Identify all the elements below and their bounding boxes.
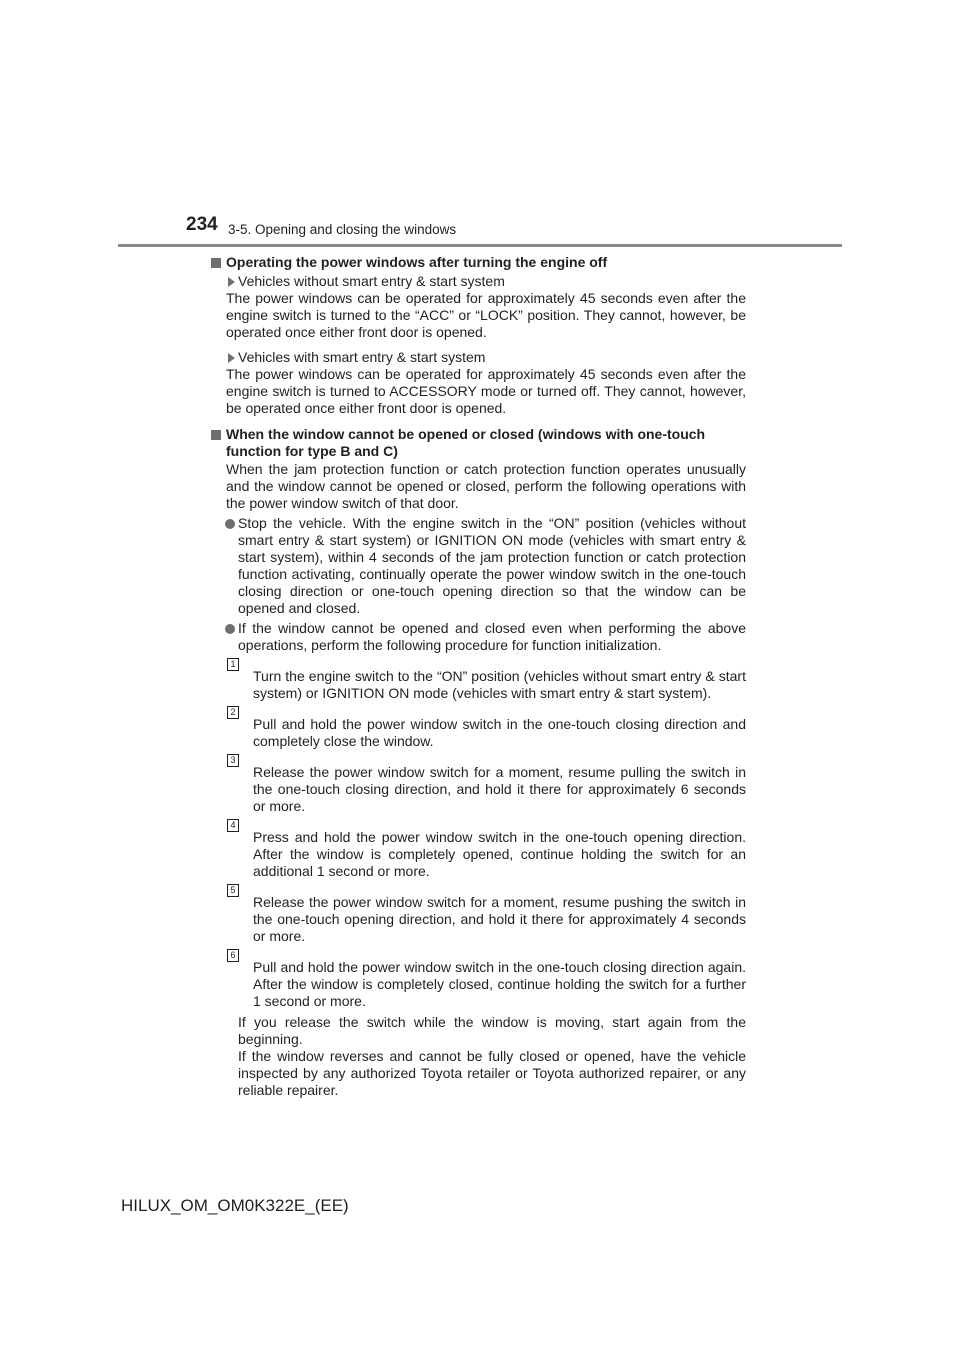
footer-document-code: HILUX_OM_OM0K322E_(EE) xyxy=(121,1196,349,1215)
step-number-badge: 2 xyxy=(227,706,239,719)
note-paragraph: If you release the switch while the window is moving, start again from the beginning. xyxy=(238,1014,746,1047)
bullet-text: Stop the vehicle. With the engine switch in the “ON” position (vehicles without smart entry & start system) or IGNITION ON mode (vehicles with smart entry & start system), within 4 seconds of the jam protection function or catch protection function activating, continually operate the power window switch in the one-touch closing direction or one-touch opening direction so that the window can be opened and closed. xyxy=(238,515,746,616)
triangle-arrow-icon xyxy=(228,353,235,363)
section-title: 3-5. Opening and closing the windows xyxy=(228,222,457,237)
square-bullet-icon xyxy=(211,430,221,440)
bullet-text: If the window cannot be opened and closed even when performing the above operations, perform the following procedure for function initialization. xyxy=(238,620,746,653)
page-number: 234 xyxy=(186,214,218,235)
square-bullet-icon xyxy=(211,258,221,268)
triangle-arrow-icon xyxy=(228,277,235,287)
note-paragraph: If the window reverses and cannot be fully closed or opened, have the vehicle inspected by any authorized Toyota retailer or Toyota authorized repairer, or any reliable repairer. xyxy=(238,1048,746,1098)
heading-text: When the window cannot be opened or closed (windows with one-touch function for type B and C) xyxy=(226,426,706,459)
paragraph-without-smart-entry: The power windows can be operated for approximately 45 seconds even after the engine switch is turned to the “ACC” or “LOCK” position. They cannot, however, be operated once either front door is opened. xyxy=(226,290,746,340)
section-heading-window-cannot-open xyxy=(211,426,746,460)
step-text: Release the power window switch for a moment, resume pushing the switch in the one-touch opening direction, and hold it there for approximately 4 seconds or more. xyxy=(253,894,746,944)
step-number-badge: 4 xyxy=(227,819,239,832)
page-content xyxy=(211,254,746,1099)
intro-paragraph: When the jam protection function or catch protection function operates unusually and the window cannot be opened or closed, perform the following operations with the power window switch of that door. xyxy=(226,461,746,511)
step-text: Pull and hold the power window switch in the one-touch closing direction and completely close the window. xyxy=(253,716,746,749)
step-item xyxy=(211,707,746,750)
step-number-badge: 5 xyxy=(227,884,239,897)
step-text: Press and hold the power window switch in the one-touch opening direction. After the window is completely opened, continue holding the switch for an additional 1 second or more. xyxy=(253,829,746,879)
step-text: Pull and hold the power window switch in the one-touch closing direction again. After the window is completely closed, continue holding the switch for a further 1 second or more. xyxy=(253,959,746,1009)
step-text: Turn the engine switch to the “ON” position (vehicles without smart entry & start system) or IGNITION ON mode (vehicles with smart entry & start system). xyxy=(253,668,746,701)
header-divider xyxy=(118,244,842,247)
step-item xyxy=(211,755,746,815)
section-heading-engine-off xyxy=(211,254,746,271)
step-item xyxy=(211,659,746,702)
list-item xyxy=(211,515,746,617)
heading-text: Operating the power windows after turning the engine off xyxy=(226,254,608,270)
subheading-without-smart-entry xyxy=(211,273,746,290)
subheading-label: Vehicles with smart entry & start system xyxy=(238,349,486,365)
step-item xyxy=(211,820,746,880)
step-number-badge: 6 xyxy=(227,949,239,962)
step-number-badge: 3 xyxy=(227,754,239,767)
circle-bullet-icon xyxy=(225,624,235,634)
step-number-badge: 1 xyxy=(227,658,239,671)
paragraph-with-smart-entry: The power windows can be operated for approximately 45 seconds even after the engine switch is turned to ACCESSORY mode or turned off. They cannot, however, be operated once either front door is opened. xyxy=(226,366,746,416)
step-item xyxy=(211,885,746,945)
list-item xyxy=(211,620,746,654)
step-item xyxy=(211,950,746,1010)
subheading-with-smart-entry xyxy=(211,349,746,366)
subheading-label: Vehicles without smart entry & start system xyxy=(238,273,505,289)
circle-bullet-icon xyxy=(225,519,235,529)
step-text: Release the power window switch for a moment, resume pulling the switch in the one-touch closing direction, and hold it there for approximately 6 seconds or more. xyxy=(253,764,746,814)
